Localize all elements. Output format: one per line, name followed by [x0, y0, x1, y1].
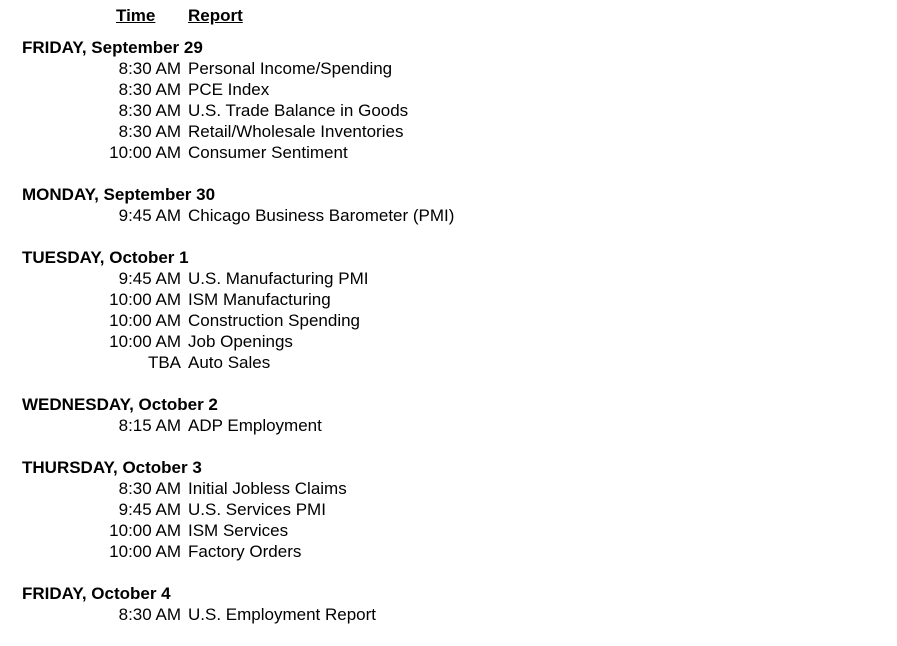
event-report-name: Retail/Wholesale Inventories	[188, 122, 404, 141]
event-row	[0, 478, 897, 499]
event-time: 9:45 AM	[118, 500, 181, 519]
event-row	[0, 415, 897, 436]
schedule-list	[0, 37, 897, 646]
event-report-name: Auto Sales	[188, 353, 271, 372]
column-header-row	[0, 5, 897, 26]
event-row	[0, 352, 897, 373]
event-row	[0, 520, 897, 541]
event-report-name: Personal Income/Spending	[188, 59, 393, 78]
event-time: 10:00 AM	[109, 143, 181, 162]
event-time: 8:30 AM	[118, 605, 181, 624]
event-row	[0, 58, 897, 79]
event-time: 8:30 AM	[118, 80, 181, 99]
event-report-name: U.S. Manufacturing PMI	[188, 269, 369, 288]
event-time: 10:00 AM	[109, 290, 181, 309]
event-row	[0, 142, 897, 163]
event-time: 8:30 AM	[118, 59, 181, 78]
event-time: 9:45 AM	[118, 206, 181, 225]
event-time: 9:45 AM	[118, 269, 181, 288]
day-heading: FRIDAY, October 4	[22, 584, 171, 603]
event-row	[0, 499, 897, 520]
day-heading: THURSDAY, October 3	[22, 458, 202, 477]
event-row	[0, 331, 897, 352]
day-section	[0, 583, 897, 625]
event-time: 10:00 AM	[109, 542, 181, 561]
event-report-name: U.S. Services PMI	[188, 500, 326, 519]
event-row	[0, 268, 897, 289]
event-report-name: Chicago Business Barometer (PMI)	[188, 206, 455, 225]
event-row	[0, 205, 897, 226]
event-report-name: ISM Services	[188, 521, 289, 540]
day-heading: WEDNESDAY, October 2	[22, 395, 218, 414]
event-row	[0, 121, 897, 142]
event-time: 8:30 AM	[118, 122, 181, 141]
day-section	[0, 37, 897, 163]
event-report-name: Factory Orders	[188, 542, 302, 561]
event-time: 8:30 AM	[118, 101, 181, 120]
day-heading: FRIDAY, September 29	[22, 38, 203, 57]
event-report-name: ISM Manufacturing	[188, 290, 331, 309]
day-heading: TUESDAY, October 1	[22, 248, 189, 267]
event-report-name: Job Openings	[188, 332, 293, 351]
event-row	[0, 310, 897, 331]
event-time: TBA	[147, 353, 181, 372]
event-time: 8:30 AM	[118, 479, 181, 498]
event-time: 8:15 AM	[118, 416, 181, 435]
day-section	[0, 394, 897, 436]
event-report-name: U.S. Trade Balance in Goods	[188, 101, 409, 120]
day-section	[0, 184, 897, 226]
event-row	[0, 289, 897, 310]
event-time: 10:00 AM	[109, 332, 181, 351]
time-column-header: Time	[116, 6, 156, 25]
event-time: 10:00 AM	[109, 521, 181, 540]
day-section	[0, 247, 897, 373]
event-report-name: U.S. Employment Report	[188, 605, 377, 624]
event-time: 10:00 AM	[109, 311, 181, 330]
day-heading: MONDAY, September 30	[22, 185, 216, 204]
event-report-name: Initial Jobless Claims	[188, 479, 347, 498]
event-row	[0, 604, 897, 625]
event-report-name: ADP Employment	[188, 416, 322, 435]
event-report-name: Construction Spending	[188, 311, 361, 330]
day-section	[0, 457, 897, 562]
event-row	[0, 100, 897, 121]
event-row	[0, 541, 897, 562]
event-row	[0, 79, 897, 100]
event-report-name: Consumer Sentiment	[188, 143, 348, 162]
event-report-name: PCE Index	[188, 80, 270, 99]
report-column-header: Report	[188, 6, 243, 25]
